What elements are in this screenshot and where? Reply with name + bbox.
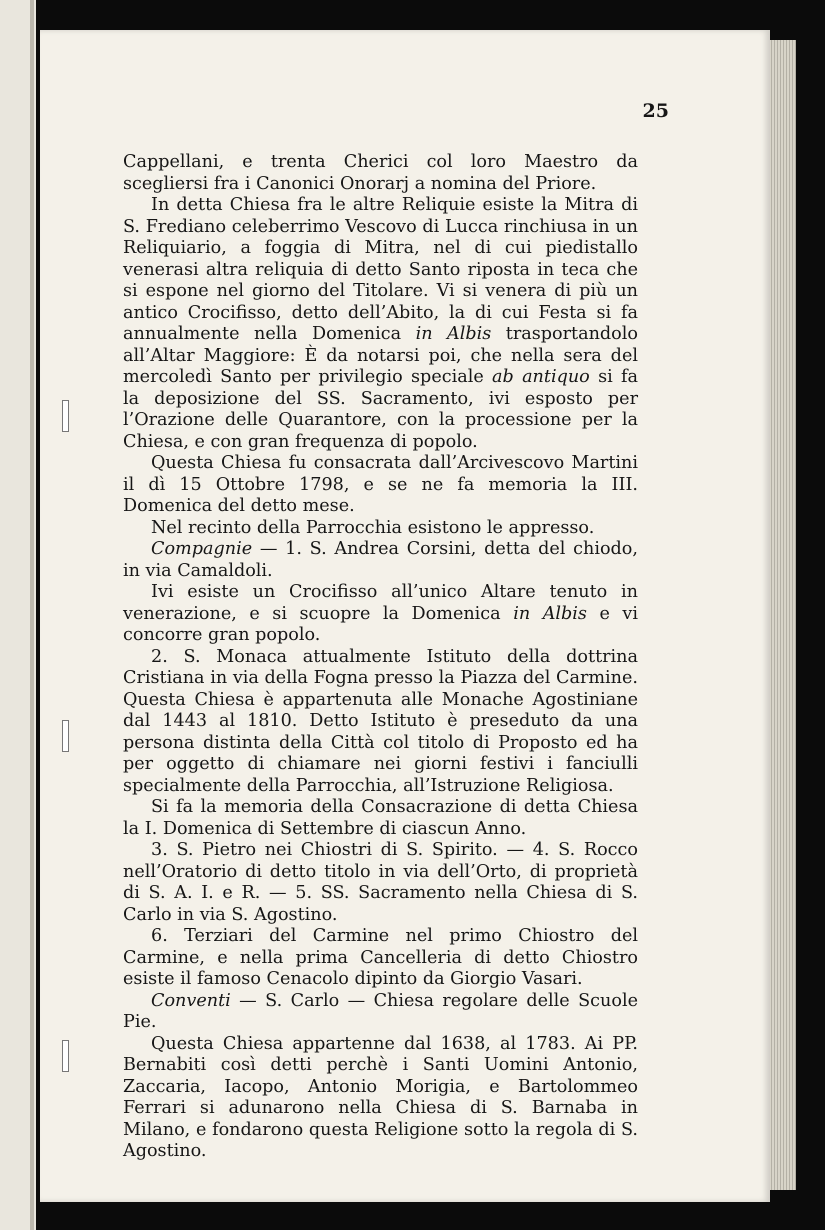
italic-term: ab antiquo	[492, 367, 590, 387]
paragraph: Nel recinto della Parrocchia esistono le appresso.	[151, 517, 595, 538]
paragraph: Compagnie — 1. S. Andrea Corsini, detta del chiodo, in via Camaldoli.	[123, 539, 638, 581]
body-text	[123, 152, 638, 1163]
italic-term: in Albis	[415, 324, 492, 344]
binding-stitch	[62, 720, 69, 752]
page-number: 25	[642, 100, 669, 122]
italic-term: Conventi	[151, 990, 231, 1011]
paragraph: 6. Terziari del Carmine nel primo Chiostro del Carmine, e nella prima Cancelleria di detto Chiostro esiste il famoso Cenacolo dipinto da Giorgio Vasari.	[123, 926, 638, 989]
paragraph: Questa Chiesa appartenne dal 1638, al 1783. Ai PP. Bernabiti così detti perchè i Santi Uomini Antonio, Zaccaria, Iacopo, Antonio Morigia, e Bartolommeo Ferrari si adunarono nella Chiesa di S. Barnaba in Milano, e fondarono questa Religione sotto la regola di S. Agostino.	[123, 1033, 638, 1161]
paragraph: 3. S. Pietro nei Chiostri di S. Spirito. — 4. S. Rocco nell’Oratorio di detto titolo in via dell’Orto, di proprietà di S. A. I. e R. — 5. SS. Sacramento nella Chiesa di S. Carlo in via S. Agostino.	[123, 840, 638, 925]
italic-term: Compagnie	[151, 539, 253, 559]
paragraph: Ivi esiste un Crocifisso all’unico Altare tenuto in venerazione, e si scuopre la Domenica in Albis e vi concorre gran popolo.	[123, 582, 638, 645]
binding-edge	[30, 0, 34, 1230]
binding-stitch	[62, 400, 69, 432]
paragraph: In detta Chiesa fra le altre Reliquie esiste la Mitra di S. Frediano celeberrimo Vescovo di Lucca rinchiusa in un Reliquiario, a foggia di Mitra, nel di cui piedistallo venerasi altra reliquia di detto Santo riposta in teca che si espone nel giorno del Titolare. Vi si venera di più un antico Crocifisso, detto dell’Abito, la di cui Festa si fa annualmente nella Domenica in Albis trasportandolo all’Altar Maggiore: È da notarsi poi, che nella sera del mercoledì Santo per privilegio speciale ab antiquo si fa la deposizione del SS. Sacramento, ivi esposto per l’Orazione delle Quarantore, con la processione per la Chiesa, e con gran frequenza di popolo.	[123, 195, 639, 452]
paragraph: 2. S. Monaca attualmente Istituto della dottrina Cristiana in via della Fogna presso la Piazza del Carmine. Questa Chiesa è appartenuta alle Monache Agostiniane dal 1443 al 1810. Detto Istituto è preseduto da una persona distinta della Città col titolo di Proposto ed ha per oggetto di chiamare nei giorni festivi i fanciulli specialmente della Parrocchia, all’Istruzione Religiosa.	[123, 646, 638, 796]
binding-stitch	[62, 1040, 69, 1072]
paragraph: Si fa la memoria della Consacrazione di detta Chiesa la I. Domenica di Settembre di ciascun Anno.	[123, 797, 638, 839]
italic-term: in Albis	[513, 603, 587, 624]
paragraph: Questa Chiesa fu consacrata dall’Arcivescovo Martini il dì 15 Ottobre 1798, e se ne fa memoria la III. Domenica del detto mese.	[123, 453, 638, 516]
paragraph: Conventi — S. Carlo — Chiesa regolare delle Scuole Pie.	[123, 990, 638, 1032]
paragraph: Cappellani, e trenta Cherici col loro Maestro da scegliersi fra i Canonici Onorarj a nomina del Priore.	[123, 152, 638, 194]
